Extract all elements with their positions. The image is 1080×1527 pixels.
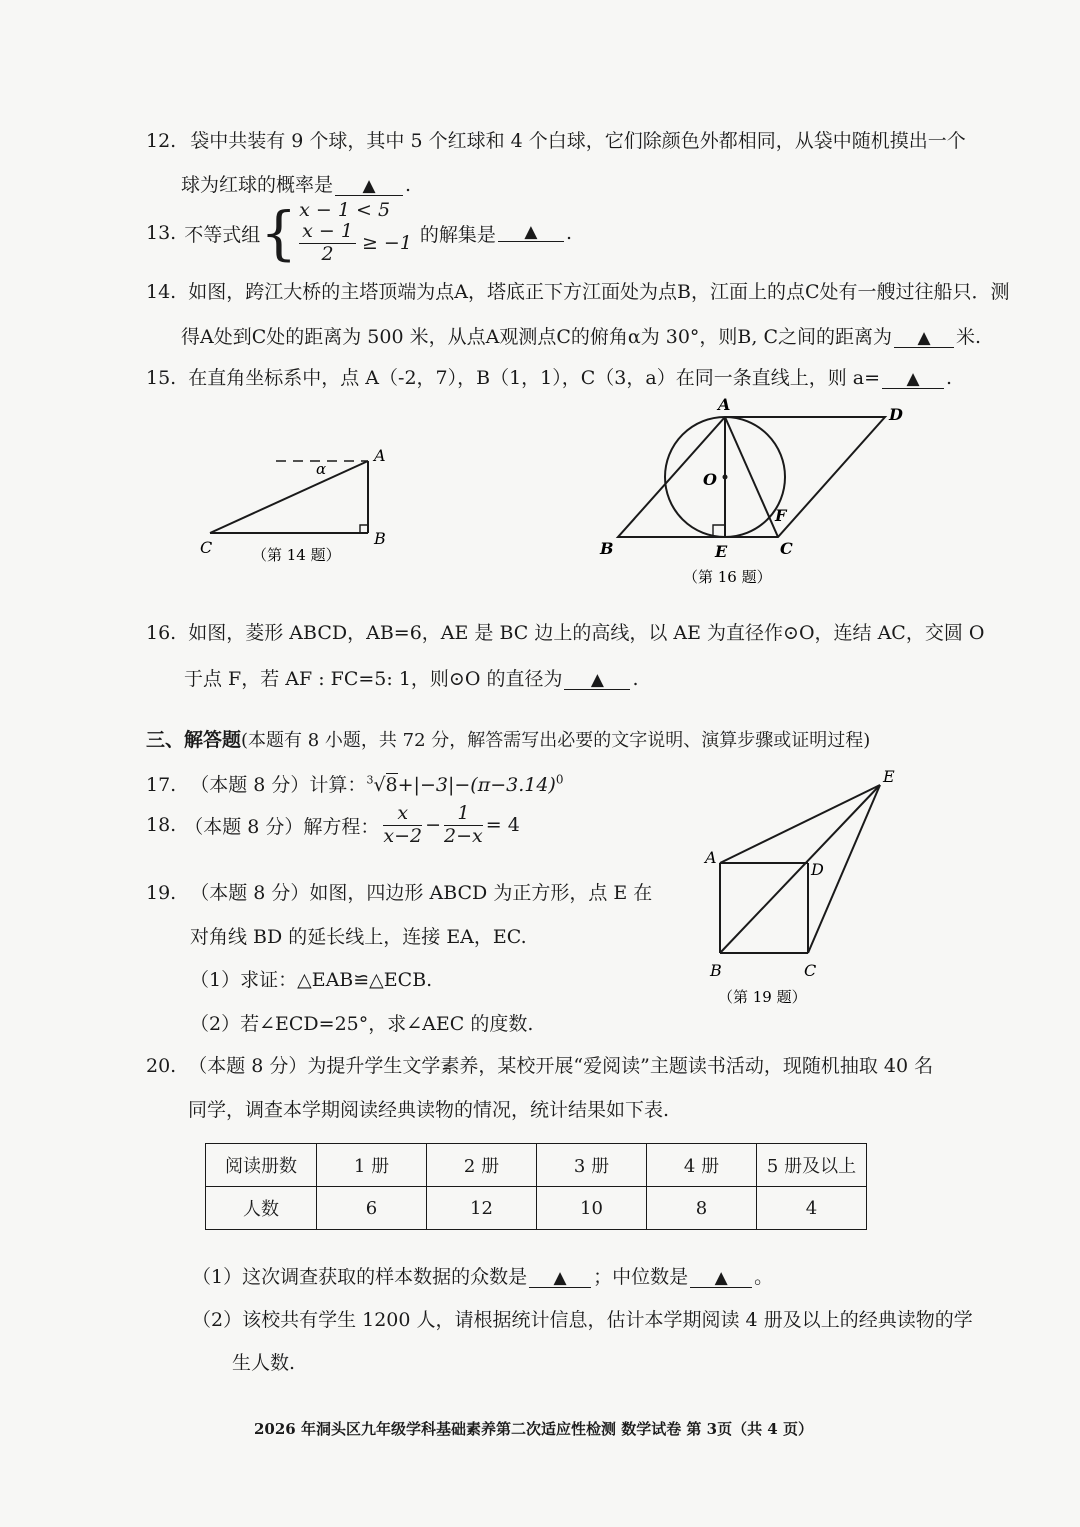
point-b-label: B: [374, 529, 386, 548]
question-20-part1: [192, 1262, 773, 1289]
expression-rest: +|−3|−(π−3.14): [397, 774, 556, 796]
point-b-label: B: [710, 961, 722, 980]
question-16-line1: [146, 618, 984, 645]
point-b-label: B: [600, 539, 614, 558]
answer-blank: ▲: [894, 330, 954, 348]
question-19-line2: 对角线 BD 的延长线上，连接 EA，EC.: [190, 926, 527, 948]
fraction-1-denominator: x−2: [383, 824, 423, 847]
table-cell: 10: [537, 1187, 647, 1230]
question-19-text: （本题 8 分）如图，四边形 ABCD 为正方形，点 E 在: [190, 882, 653, 904]
point-a-label: A: [718, 395, 731, 414]
table-cell: 5 册及以上: [757, 1144, 867, 1187]
inequality-rhs: ≥ −1: [361, 232, 412, 255]
point-a-label: A: [374, 446, 386, 465]
question-20-part2-line2: 生人数.: [232, 1352, 296, 1374]
fraction-2-denominator: 2−x: [444, 824, 483, 847]
system-brace: {: [260, 199, 298, 267]
section-3-heading: [146, 725, 870, 752]
question-16-text-2: 于点 F，若 AF : FC=5: 1，则⊙O 的直径为: [184, 668, 563, 690]
answer-blank: ▲: [690, 1270, 752, 1288]
table-row: [206, 1187, 867, 1230]
point-e-label: E: [883, 767, 895, 786]
question-14-line1: [146, 277, 1010, 304]
question-20-line1: [146, 1051, 933, 1078]
question-12-text: 袋中共装有 9 个球，其中 5 个红球和 4 个白球，它们除颜色外都相同，从袋中随机摸出一个: [190, 130, 966, 152]
fraction-2: [444, 803, 483, 848]
center-point: [723, 475, 728, 480]
question-20-part1-text: （1）这次调查获取的样本数据的众数是: [192, 1266, 528, 1288]
question-20-line2: 同学，调查本学期阅读经典读物的情况，统计结果如下表.: [188, 1099, 670, 1121]
question-16-number: 16.: [146, 622, 177, 644]
fraction-denominator: 2: [321, 242, 334, 265]
inequality-1: x − 1 < 5: [299, 199, 391, 222]
question-20-text: （本题 8 分）为提升学生文学素养，某校开展“爱阅读”主题读书活动，现随机抽取 40 名: [188, 1055, 934, 1077]
table-cell: 4: [757, 1187, 867, 1230]
question-14-number: 14.: [146, 281, 177, 303]
question-15-period: .: [946, 367, 953, 389]
question-18-number: 18.: [146, 814, 177, 837]
question-13-number: 13.: [146, 222, 177, 244]
diagonal-ac: [725, 417, 778, 537]
fraction-numerator: x − 1: [299, 221, 356, 244]
question-16-text: 如图，菱形 ABCD，AB=6，AE 是 BC 边上的高线，以 AE 为直径作⊙O，连结 AC，交圆 O: [188, 622, 985, 644]
answer-blank: ▲: [564, 672, 630, 690]
fraction-2-numerator: 1: [444, 803, 483, 826]
question-15-number: 15.: [146, 367, 177, 389]
question-15-text: 在直角坐标系中，点 A（-2，7），B（1，1），C（3，a）在同一条直线上，则 a=: [188, 367, 881, 389]
equation-rhs: = 4: [485, 814, 520, 837]
answer-blank: ▲: [529, 1270, 591, 1288]
point-a-label: A: [705, 848, 717, 867]
question-12-number: 12.: [146, 130, 177, 152]
root-index: 3: [366, 773, 374, 787]
figure-19: [700, 765, 910, 1015]
point-c-label: C: [804, 961, 817, 980]
exponent: 0: [555, 772, 564, 787]
figure-14-caption: （第 14 题）: [252, 546, 341, 564]
point-d-label: D: [811, 860, 824, 879]
radicand: 8: [385, 774, 398, 796]
question-12-text-2: 球为红球的概率是: [181, 174, 334, 196]
question-13: [146, 198, 572, 268]
question-20-part2-line1: （2）该校共有学生 1200 人，请根据统计信息，估计本学期阅读 4 册及以上的经典读物的学: [192, 1309, 973, 1331]
reading-stats-table: [205, 1143, 867, 1230]
question-16-line2: [184, 664, 639, 691]
minus-sign: −: [425, 814, 442, 837]
angle-alpha-label: α: [316, 460, 327, 478]
question-14-unit: 米.: [956, 326, 982, 348]
point-d-label: D: [889, 405, 903, 424]
figure-16: [595, 392, 925, 592]
question-13-post: 的解集是: [419, 223, 496, 246]
expression: [366, 774, 563, 796]
point-o-label: O: [703, 470, 717, 489]
question-19-number: 19.: [146, 882, 177, 904]
table-cell: 4 册: [647, 1144, 757, 1187]
figure-14: [190, 440, 420, 570]
root-sign: √: [373, 774, 386, 796]
question-13-period: .: [565, 222, 572, 244]
answer-blank: ▲: [882, 371, 944, 389]
question-20-number: 20.: [146, 1055, 177, 1077]
question-19-part2: （2）若∠ECD=25°，求∠AEC 的度数.: [190, 1013, 534, 1035]
point-c-label: C: [200, 538, 213, 557]
table-cell: 3 册: [537, 1144, 647, 1187]
question-16-period: .: [632, 668, 639, 690]
question-19-line1: [146, 878, 652, 905]
fraction-1-numerator: x: [383, 803, 422, 826]
question-12-line1: [146, 126, 966, 153]
question-17-number: 17.: [146, 774, 177, 796]
question-18-label: （本题 8 分）解方程：: [184, 815, 380, 838]
diagonal-be: [720, 785, 880, 953]
figure-19-caption: （第 19 题）: [718, 988, 807, 1006]
question-18: [146, 803, 520, 848]
question-12-line2: [181, 170, 411, 197]
question-14-text-2: 得A处到C处的距离为 500 米，从点A观测点C的俯角α为 30°，则B, C之间的距离为: [181, 326, 892, 348]
question-14-text: 如图，跨江大桥的主塔顶端为点A，塔底正下方江面处为点B，江面上的点C处有一艘过往船只．测: [188, 281, 1010, 303]
right-angle-mark: [360, 525, 368, 533]
question-15: [146, 363, 952, 390]
answer-blank: ▲: [335, 178, 403, 196]
fraction: [299, 221, 356, 266]
table-cell: 8: [647, 1187, 757, 1230]
figure-16-caption: （第 16 题）: [683, 568, 772, 586]
answer-blank: ▲: [498, 224, 564, 242]
point-f-label: F: [775, 506, 787, 525]
section-3-title: 三、解答题: [146, 729, 242, 751]
question-17-label: （本题 8 分）计算：: [190, 774, 367, 796]
page-footer: 2026 年洞头区九年级学科基础素养第二次适应性检测 数学试卷 第 3页（共 4 页）: [254, 1420, 813, 1438]
table-cell: 阅读册数: [206, 1144, 317, 1187]
question-19-part1: （1）求证：△EAB≌△ECB.: [190, 969, 433, 991]
question-20-part1-end: 。: [754, 1266, 774, 1288]
table-cell: 6: [317, 1187, 427, 1230]
table-cell: 1 册: [317, 1144, 427, 1187]
question-17: [146, 770, 563, 797]
segment-ea: [720, 785, 880, 863]
inequality-2: [299, 221, 412, 266]
inequality-system: [299, 200, 412, 266]
question-13-label: 不等式组: [184, 223, 261, 246]
section-3-note: (本题有 8 小题，共 72 分，解答需写出必要的文字说明、演算步骤或证明过程): [241, 730, 871, 751]
table-cell: 人数: [206, 1187, 317, 1230]
question-20-part1-mid: ；中位数是: [593, 1266, 689, 1288]
question-14-line2: [181, 322, 981, 349]
table-cell: 12: [427, 1187, 537, 1230]
table-header-row: [206, 1144, 867, 1187]
fraction-1: [383, 803, 422, 848]
sight-line-ac: [210, 461, 368, 533]
table-cell: 2 册: [427, 1144, 537, 1187]
point-e-label: E: [715, 542, 728, 561]
question-12-period: .: [405, 174, 412, 196]
point-c-label: C: [780, 539, 793, 558]
